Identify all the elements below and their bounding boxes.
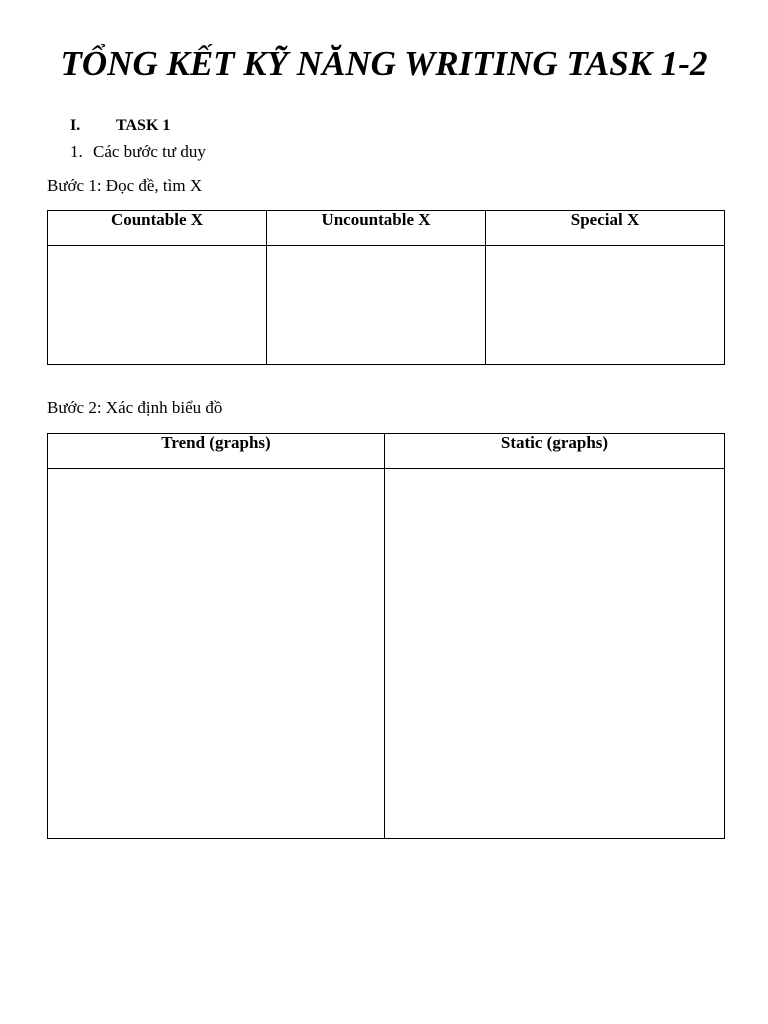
header-static-graphs: Static (graphs) <box>385 434 725 469</box>
table-header-row <box>48 211 725 246</box>
cell-countable-x <box>48 246 267 365</box>
section-number: I. <box>70 117 81 134</box>
table-row <box>48 469 725 839</box>
header-countable-x: Countable X <box>48 211 267 246</box>
header-special-x: Special X <box>486 211 725 246</box>
table-header-row <box>48 434 725 469</box>
step-1-label: Bước 1: Đọc đề, tìm X <box>47 176 203 195</box>
x-type-table <box>47 210 725 365</box>
subsection-label: Các bước tư duy <box>93 142 206 161</box>
cell-static-graphs <box>385 469 725 839</box>
cell-special-x <box>486 246 725 365</box>
page-title: TỔNG KẾT KỸ NĂNG WRITING TASK 1-2 <box>60 44 708 83</box>
section-label: TASK 1 <box>116 117 171 134</box>
cell-trend-graphs <box>48 469 385 839</box>
header-uncountable-x: Uncountable X <box>267 211 486 246</box>
section-heading <box>70 116 170 136</box>
subsection-number: 1. <box>70 142 83 161</box>
table-row <box>48 246 725 365</box>
graph-type-table <box>47 433 725 839</box>
header-trend-graphs: Trend (graphs) <box>48 434 385 469</box>
subsection-heading <box>70 141 206 163</box>
cell-uncountable-x <box>267 246 486 365</box>
step-2-label: Bước 2: Xác định biểu đồ <box>47 398 223 417</box>
